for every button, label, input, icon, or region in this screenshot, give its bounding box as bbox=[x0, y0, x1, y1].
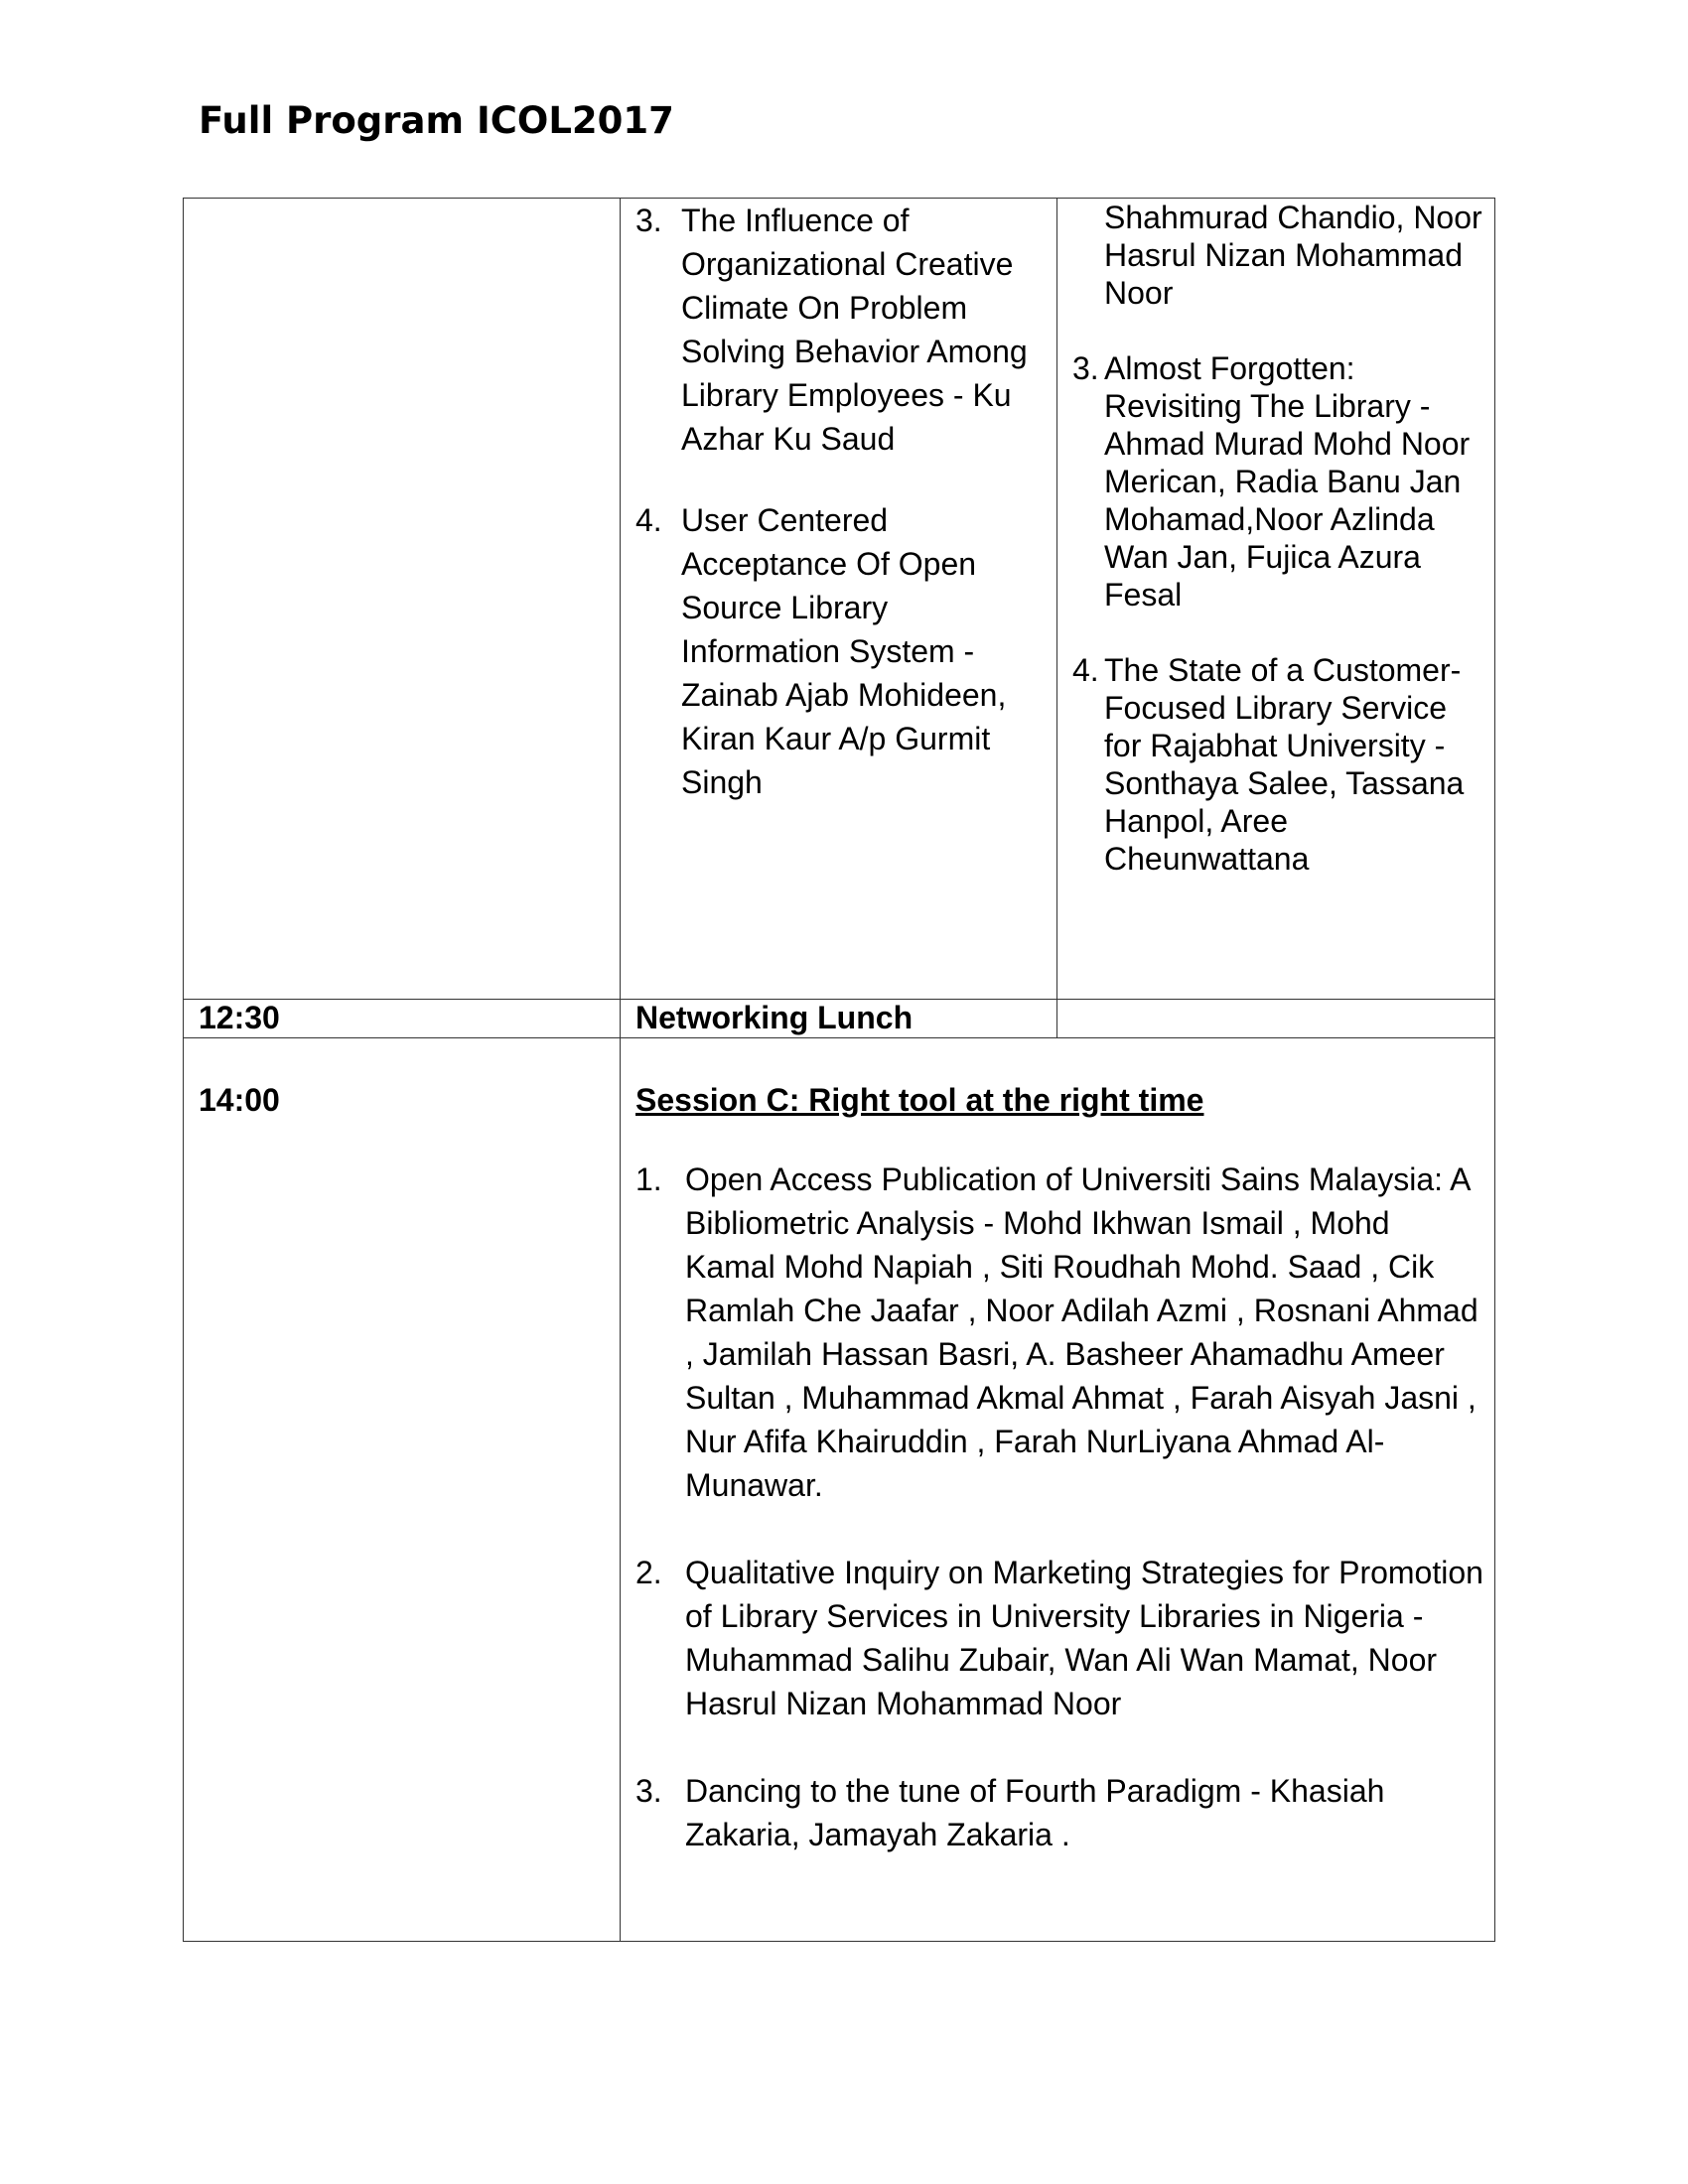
paper-entry: Qualitative Inquiry on Marketing Strategies for Promotion of Library Services in University Libraries in Nigeria - Muhammad Salihu Zubair, Wan Ali Wan Mamat, Noor Hasrul Nizan Mohammad Noor bbox=[685, 1555, 1483, 1721]
page-title: Full Program ICOL2017 bbox=[199, 99, 674, 142]
time-cell-empty bbox=[184, 199, 621, 1000]
session-title: Session C: Right tool at the right time bbox=[635, 1082, 1204, 1118]
paper-entry: The State of a Customer-Focused Library Service for Rajabhat University - Sonthaya Salee, Tassana Hanpol, Aree Cheunwattana bbox=[1104, 652, 1465, 877]
item-number: 4. bbox=[1072, 652, 1099, 688]
paper-list bbox=[1072, 349, 1488, 878]
time-label: 14:00 bbox=[199, 1082, 280, 1118]
paper-list bbox=[621, 1158, 1494, 1856]
item-number: 3. bbox=[635, 203, 662, 238]
session-cell bbox=[621, 199, 1057, 1000]
item-number: 1. bbox=[635, 1161, 662, 1197]
continued-authors: Shahmurad Chandio, Noor Hasrul Nizan Mohammad Noor bbox=[1104, 200, 1482, 311]
list-item bbox=[635, 1158, 1484, 1507]
empty-cell bbox=[1057, 1000, 1495, 1038]
list-item bbox=[1072, 349, 1488, 614]
list-item bbox=[635, 498, 1049, 804]
paper-entry: Almost Forgotten: Revisiting The Library - Ahmad Murad Mohd Noor Merican, Radia Banu Jan Mohamad,Noor Azlinda Wan Jan, Fujica Azura Fesal bbox=[1104, 350, 1471, 613]
time-label: 12:30 bbox=[199, 1000, 280, 1035]
table-row bbox=[184, 1038, 1495, 1942]
list-item bbox=[635, 1551, 1484, 1725]
item-number: 2. bbox=[635, 1555, 662, 1590]
session-c-cell bbox=[621, 1038, 1495, 1942]
paper-entry: The Influence of Organizational Creative Climate On Problem Solving Behavior Among Library Employees - Ku Azhar Ku Saud bbox=[681, 203, 1028, 457]
item-number: 4. bbox=[635, 502, 662, 538]
list-item bbox=[635, 199, 1049, 461]
list-item bbox=[1072, 651, 1488, 878]
paper-entry: Dancing to the tune of Fourth Paradigm - Khasiah Zakaria, Jamayah Zakaria . bbox=[685, 1773, 1385, 1852]
parallel-session-cell bbox=[1057, 199, 1495, 1000]
item-number: 3. bbox=[635, 1773, 662, 1809]
list-item bbox=[635, 1769, 1484, 1856]
lunch-label: Networking Lunch bbox=[635, 1000, 914, 1035]
table-row bbox=[184, 199, 1495, 1000]
table-row bbox=[184, 1000, 1495, 1038]
paper-list bbox=[621, 199, 1056, 804]
paper-entry: Open Access Publication of Universiti Sains Malaysia: A Bibliometric Analysis - Mohd Ikhwan Ismail , Mohd Kamal Mohd Napiah , Siti Roudhah Mohd. Saad , Cik Ramlah Che Jaafar , Noor Adilah Azmi , Rosnani Ahmad , Jamilah Hassan Basri, A. Basheer Ahamadhu Ameer Sultan , Muhammad Akmal Ahmat , Farah Aisyah Jasni , Nur Afifa Khairuddin , Farah NurLiyana Ahmad Al-Munawar. bbox=[685, 1161, 1478, 1503]
paper-entry: User Centered Acceptance Of Open Source Library Information System - Zainab Ajab Mohideen, Kiran Kaur A/p Gurmit Singh bbox=[681, 502, 1007, 800]
program-table bbox=[183, 198, 1495, 1942]
item-number: 3. bbox=[1072, 350, 1099, 386]
